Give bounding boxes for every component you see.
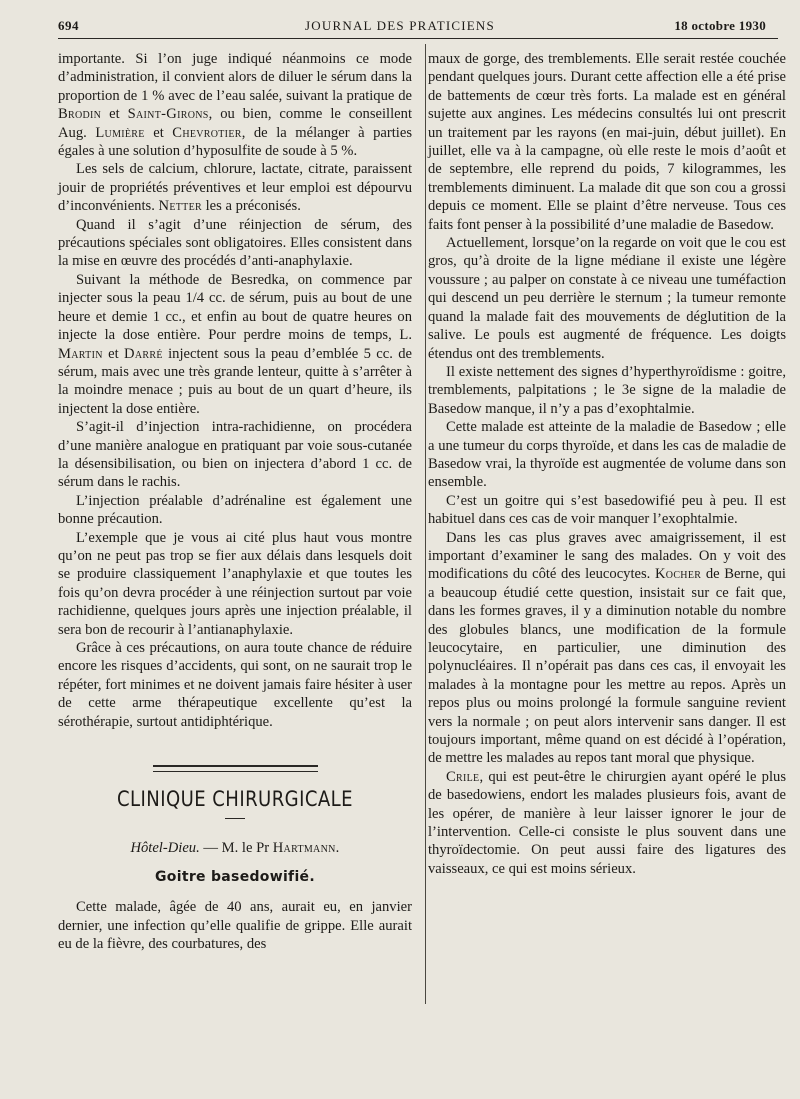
left-paragraph	[58, 160, 412, 215]
page-number: 694	[58, 18, 79, 33]
text-run: Les sels de calcium, chlorure, lactate, citrate, paraissent jouir de propriétés préventives et leur emploi est dépourvu d’inconvénients.	[58, 161, 412, 215]
text-run: importante. Si l’on juge indiqué néanmoins ce mode d’administration, il convient alors de diluer le sérum dans la proportion de 1 % avec de l’eau salée, suivant la pratique de	[58, 51, 412, 104]
name-smallcaps: Netter	[158, 198, 202, 215]
name-smallcaps: Crile	[446, 768, 480, 785]
text-run: Dans les cas plus graves avec amaigrissement, il est important d’examiner le sang des malades. On y voit des modifications du côté des leucocytes.	[428, 529, 786, 583]
text-run: L’exemple que je vous ai cité plus haut vous montre qu’on ne peut pas trop se fier aux délais dans lesquels doit se produire classiquement l’anaphylaxie et que toutes les fois qu’on devra procéder à une réinjection surtout par voie rachidienne, quelques jours après une injection préalable, il sera bon de recourir à l’antianaphylaxie.	[58, 529, 412, 638]
right-column	[428, 50, 786, 878]
text-run: C’est un goitre qui s’est basedowifié peu à peu. Il est habituel dans ces cas de voir manquer l’exophtalmie.	[428, 492, 786, 528]
issue-date: 18 octobre 1930	[674, 18, 766, 33]
column-divider	[425, 44, 426, 1004]
text-run: de Berne, qui a beaucoup étudié cette question, insistait sur ce fait que, dans les formes graves, il y a diminution notable du nombre des globules blancs, une modification de la formule leucocytaire, en particulier, une diminution des polynucléaires. Il n’opérait pas dans ces cas, il envoyait les malades à la montagne pour les mettre au repos. Après un repos plus ou moins prolongé la formule sanguine revient vers la normale ; on peut alors intervenir sans danger. Il est toujours important, même quand on est décidé à l’opération, de mettre les malades au repos tant moral que physique.	[428, 566, 786, 767]
name-smallcaps: Martin	[58, 345, 103, 362]
right-paragraph	[428, 50, 786, 234]
text-run: et	[102, 345, 125, 362]
text-run: les a préconisés.	[201, 198, 301, 215]
name-smallcaps: Lumière	[95, 124, 145, 141]
section-rule	[153, 765, 318, 772]
text-run: Cette malade, âgée de 40 ans, aurait eu, en janvier dernier, une infection qu’elle qualifie de grippe. Elle aurait eu de la fièvre, des courbatures, des	[58, 899, 412, 953]
text-run: Actuellement, lorsque’on la regarde on voit que le cou est gros, qu’à droite de la ligne médiane il existe une légère voussure ; au palper on constate à ce niveau une tuméfaction qui descend un peu derrière le sternum ; la tumeur remonte quand la malade fait des mouvements de déglutition de la salive. Le pouls est augmenté de fréquence. Les doigts étendus ont des tremblements.	[428, 235, 786, 362]
text-run: Quand il s’agit d’une réinjection de sérum, des précautions spéciales sont obligatoires. Elles consistent dans la mise en œuvre des procédés d’anti-anaphylaxie.	[58, 216, 412, 270]
section-title: CLINIQUE CHIRURGICALE	[116, 787, 354, 812]
running-head	[0, 14, 800, 38]
left-paragraph	[58, 50, 412, 160]
left-column	[58, 50, 412, 953]
right-paragraph	[428, 363, 786, 418]
text-run: injectent sous la peau d’emblée 5 cc. de sérum, mais avec une très grande lenteur, quitte à s’arrêter à la moindre menace ; puis au bout de un quart d’heure, ils injectent la dose entière.	[58, 345, 412, 417]
text-run: L’injection préalable d’adrénaline est également une bonne précaution.	[58, 492, 412, 528]
right-paragraph	[428, 418, 786, 492]
right-paragraph	[428, 768, 786, 878]
text-run: S’agit-il d’injection intra-rachidienne, on procédera d’une manière analogue en pratiquant par voie sous-cutanée la désensibilisation, ou bien on injectera d’abord 1 cc. de sérum dans le rachis.	[58, 419, 412, 491]
left-paragraph	[58, 529, 412, 639]
text-run: maux de gorge, des tremblements. Elle serait restée couchée pendant quelques jours. Durant cette affection elle a été prise de battements de cœur très forts. La malade est en général sujette aux angines. Les médecins consultés lui ont prescrit un traitement par les rayons (en mai-juin, début juillet). En juillet, elle va à la campagne, où elle reste le mois d’août et de septembre, elle reprend du poids, 7 kilogrammes, les tremblements diminuent. La malade dit que son cou a grossi depuis ce moment. Elle se plaint d’être nerveuse. Tous ces faits font penser à la possibilité d’une maladie de Basedow.	[428, 51, 786, 233]
case-title: Goitre basedowifié.	[155, 868, 315, 885]
case-paragraph	[58, 898, 412, 953]
name-smallcaps: Chevrotier	[172, 124, 242, 141]
left-paragraph	[58, 639, 412, 731]
name-smallcaps: Saint-Girons	[127, 106, 209, 123]
text-run: , de la mélanger à parties égales à une solution d’hyposulfite de soude à 5 %.	[58, 124, 412, 160]
hospital-rest: — M. le Pr	[199, 840, 273, 857]
name-smallcaps: Kocher	[654, 566, 702, 583]
text-run: Cette malade est atteinte de la maladie de Basedow ; elle a une tumeur du corps thyroïde, et dans les cas de maladie de Basedow vrai, la thyroïde est augmentée de volume dans son ensemble.	[428, 419, 786, 491]
right-paragraph	[428, 492, 786, 529]
journal-title: JOURNAL DES PRATICIENS	[305, 18, 495, 33]
text-run: , qui est peut-être le chirurgien ayant opéré le plus de basedowiens, endort les malades plusieurs fois, avant de les opérer, de manière à leur laisser ignorer le jour de l’intervention. Celle-ci consiste le plus souvent dans une thyroïdectomie. On peut aussi faire des ligatures des vaisseaux, ce qui est moins sérieux.	[428, 768, 786, 877]
header-rule	[58, 38, 778, 39]
hospital-line	[58, 839, 412, 857]
left-paragraph	[58, 492, 412, 529]
text-run: et	[101, 106, 128, 123]
text-run: Suivant la méthode de Besredka, on commence par injecter sous la peau 1/4 cc. de sérum, puis au bout de une heure et demie 1 cc., et enfin au bout de quatre heures on injecte la dose entière. Pour perdre moins de temps, L.	[58, 271, 412, 344]
hospital-place: Hôtel-Dieu.	[130, 840, 200, 857]
right-paragraph	[428, 529, 786, 768]
name-smallcaps: Darré	[124, 345, 163, 362]
text-run: , ou bien, comme le conseillent Aug.	[58, 106, 412, 141]
name-smallcaps: Brodin	[58, 106, 102, 123]
text-run: Grâce à ces précautions, on aura toute chance de réduire encore les risques d’accidents, qui sont, on ne saurait trop le répéter, fort minimes et ne doivent jamais faire hésiter à user de cette arme thérapeutique excellente qu’est la sérothérapie, surtout antidiphtérique.	[58, 640, 412, 730]
section-rule-short	[225, 818, 245, 819]
left-paragraph	[58, 216, 412, 271]
left-paragraph	[58, 271, 412, 418]
left-paragraph	[58, 418, 412, 492]
text-run: et	[144, 124, 173, 141]
right-paragraph	[428, 234, 786, 363]
text-run: Il existe nettement des signes d’hyperthyroïdisme : goitre, tremblements, palpitations ; le 3e signe de la maladie de Basedow manque, il n’y a pas d’exophtalmie.	[428, 363, 786, 417]
professor-name: Hartmann.	[272, 840, 340, 857]
